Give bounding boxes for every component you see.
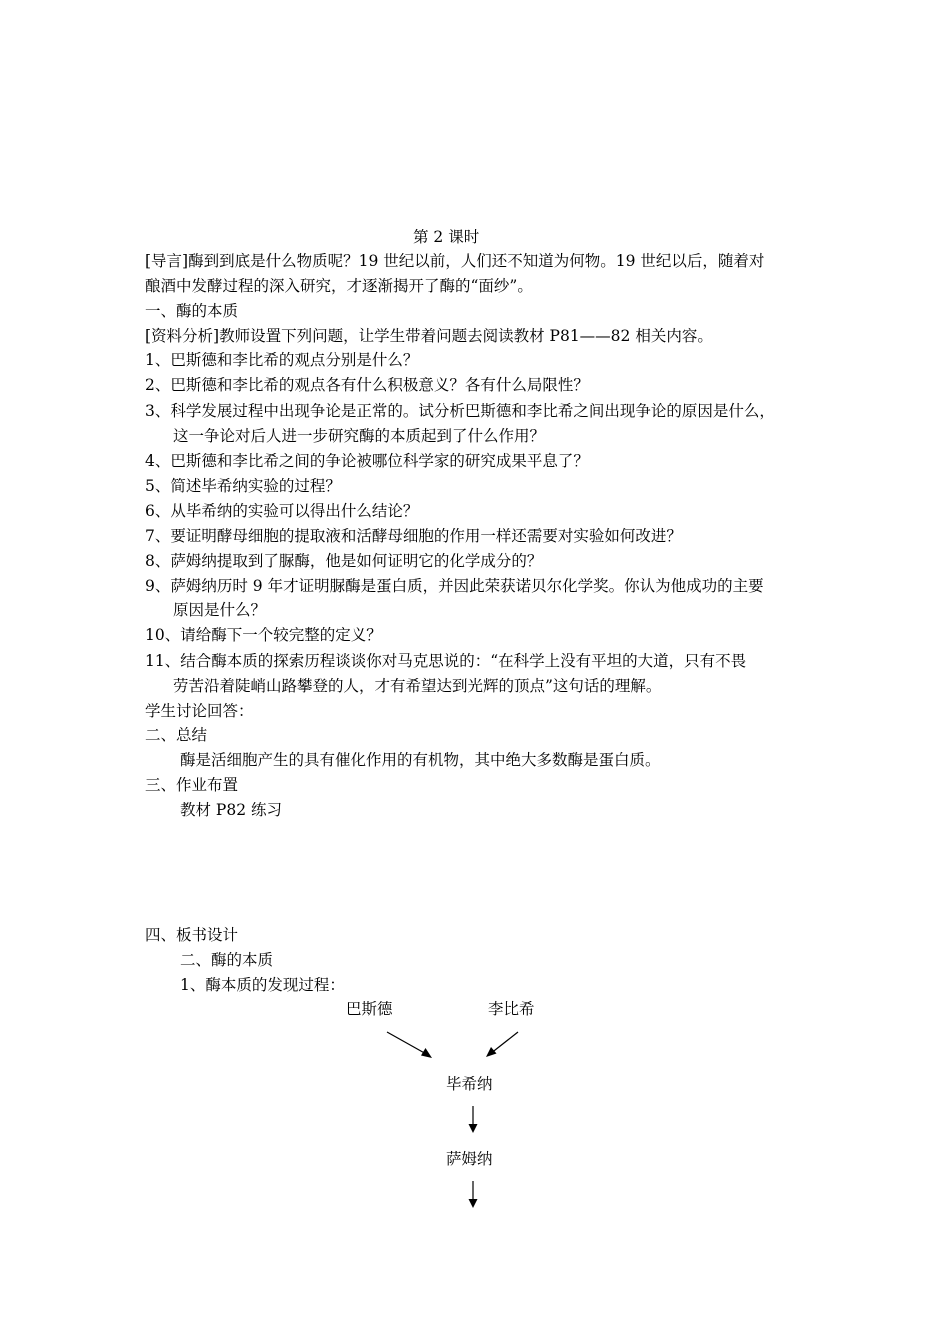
- question-item: 11、结合酶本质的探索历程谈谈你对马克思说的：“在科学上没有平坦的大道，只有不畏: [145, 652, 747, 670]
- question-item: 1、巴斯德和李比希的观点分别是什么？: [145, 351, 419, 369]
- diagram-node-sumner: 萨姆纳: [446, 1150, 493, 1168]
- board-item: 1、酶本质的发现过程：: [180, 976, 345, 994]
- diagram-node-pasteur: 巴斯德: [346, 1000, 393, 1018]
- arrow-down: [466, 1106, 480, 1134]
- question-item: 8、萨姆纳提取到了脲酶，他是如何证明它的化学成分的？: [145, 552, 543, 570]
- question-item: 6、从毕希纳的实验可以得出什么结论？: [145, 502, 419, 520]
- discussion-label: 学生讨论回答：: [145, 702, 254, 720]
- section-heading: 四、板书设计: [145, 926, 239, 944]
- section-heading: 三、作业布置: [145, 776, 239, 794]
- arrow-down: [466, 1181, 480, 1209]
- question-item-continued: 这一争论对后人进一步研究酶的本质起到了什么作用？: [173, 427, 546, 445]
- question-item: 4、巴斯德和李比希之间的争论被哪位科学家的研究成果平息了？: [145, 452, 589, 470]
- analysis-paragraph: [资料分析]教师设置下列问题，让学生带着问题去阅读教材 P81——82 相关内容。: [145, 327, 713, 345]
- question-item-continued: 原因是什么？: [173, 601, 267, 619]
- question-item: 10、请给酶下一个较完整的定义？: [145, 626, 382, 644]
- intro-line-1: [导言]酶到到底是什么物质呢？19 世纪以前，人们还不知道为何物。19 世纪以后，随着对: [145, 252, 765, 270]
- question-item: 5、简述毕希纳实验的过程？: [145, 477, 341, 495]
- diagram-node-buchner: 毕希纳: [446, 1075, 493, 1093]
- section-heading: 二、总结: [145, 726, 208, 744]
- arrow-right-diagonal: [484, 1031, 520, 1059]
- summary-text: 酶是活细胞产生的具有催化作用的有机物，其中绝大多数酶是蛋白质。: [180, 751, 661, 769]
- board-subheading: 二、酶的本质: [180, 951, 274, 969]
- intro-line-2: 酿酒中发酵过程的深入研究，才逐渐揭开了酶的“面纱”。: [145, 277, 533, 295]
- question-item: 7、要证明酵母细胞的提取液和活酵母细胞的作用一样还需要对实验如何改进？: [145, 527, 682, 545]
- lesson-title: 第 2 课时: [413, 228, 480, 246]
- question-item-continued: 劳苦沿着陡峭山路攀登的人，才有希望达到光辉的顶点”这句话的理解。: [173, 677, 662, 695]
- arrow-left-diagonal: [386, 1031, 434, 1059]
- question-item: 3、科学发展过程中出现争论是正常的。试分析巴斯德和李比希之间出现争论的原因是什么，: [145, 402, 775, 420]
- section-heading: 一、酶的本质: [145, 302, 239, 320]
- question-item: 9、萨姆纳历时 9 年才证明脲酶是蛋白质，并因此荣获诺贝尔化学奖。你认为他成功的主要: [145, 577, 764, 595]
- diagram-node-liebig: 李比希: [488, 1000, 535, 1018]
- question-item: 2、巴斯德和李比希的观点各有什么积极意义？各有什么局限性？: [145, 376, 589, 394]
- homework-text: 教材 P82 练习: [180, 801, 283, 819]
